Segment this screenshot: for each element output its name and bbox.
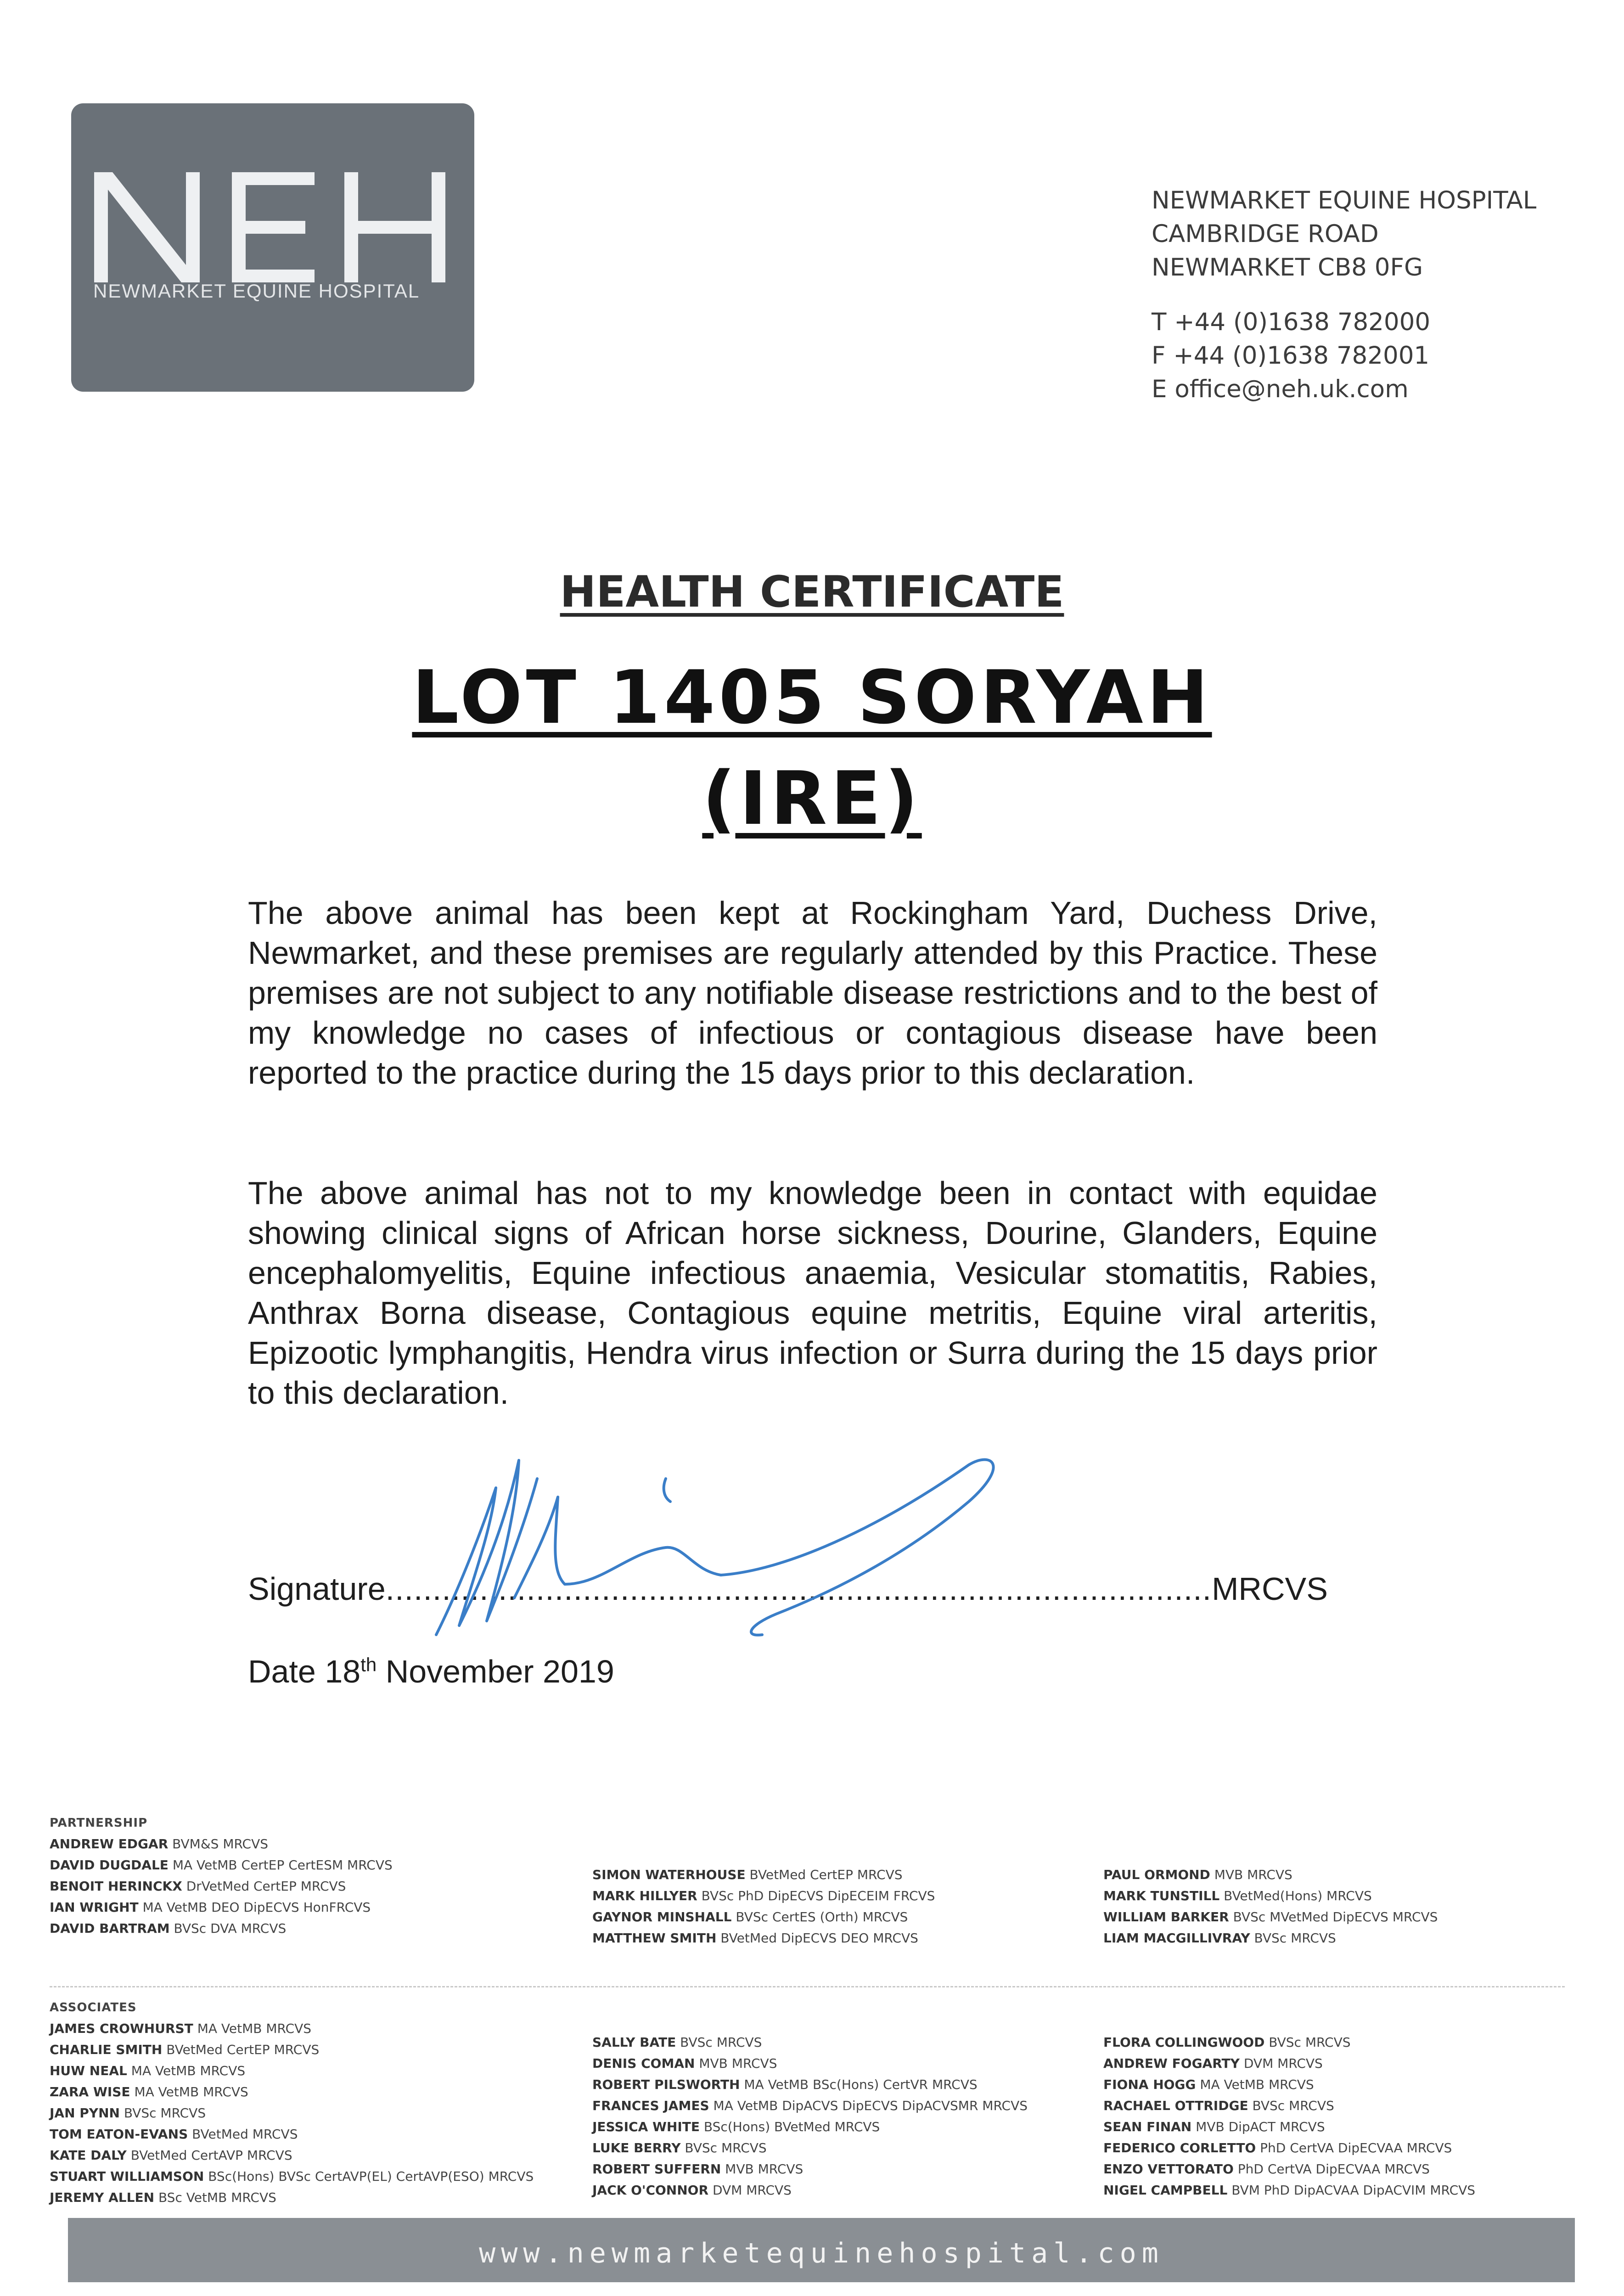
lot-heading-line1: LOT 1405 SORYAH [412, 654, 1212, 740]
associates-label: ASSOCIATES [50, 2001, 137, 2015]
staff-entry: PAUL ORMOND MVB MRCVS [1103, 1867, 1292, 1882]
certificate-title [0, 567, 1624, 617]
staff-entry: DENIS COMAN MVB MRCVS [592, 2056, 777, 2071]
staff-entry: SIMON WATERHOUSE BVetMed CertEP MRCVS [592, 1867, 903, 1882]
signature-suffix: MRCVS [1212, 1571, 1328, 1607]
date-suffix: th [360, 1654, 377, 1676]
footer-website[interactable]: www.newmarketequinehospital.com [479, 2237, 1164, 2269]
staff-entry: MARK TUNSTILL BVetMed(Hons) MRCVS [1103, 1888, 1372, 1903]
email: E office@neh.uk.com [1152, 375, 1409, 403]
staff-entry: FEDERICO CORLETTO PhD CertVA DipECVAA MRCVS [1103, 2140, 1452, 2155]
staff-entry: IAN WRIGHT MA VetMB DEO DipECVS HonFRCVS [50, 1900, 371, 1915]
staff-entry: TOM EATON-EVANS BVetMed MRCVS [50, 2127, 298, 2142]
staff-entry: BENOIT HERINCKX DrVetMed CertEP MRCVS [50, 1879, 346, 1894]
fax: F +44 (0)1638 782001 [1152, 342, 1430, 370]
staff-entry: JACK O'CONNOR DVM MRCVS [592, 2183, 792, 2198]
staff-entry: JAMES CROWHURST MA VetMB MRCVS [50, 2021, 312, 2036]
date-day: 18 [325, 1654, 361, 1689]
date-line [248, 1653, 614, 1690]
staff-entry: MARK HILLYER BVSc PhD DipECVS DipECEIM FRCVS [592, 1888, 935, 1903]
telephone: T +44 (0)1638 782000 [1152, 308, 1431, 336]
staff-entry: LUKE BERRY BVSc MRCVS [592, 2140, 767, 2155]
staff-divider [50, 1986, 1565, 1987]
staff-entry: WILLIAM BARKER BVSc MVetMed DipECVS MRCVS [1103, 1909, 1438, 1925]
address-line: NEWMARKET CB8 0FG [1152, 253, 1423, 281]
staff-entry: HUW NEAL MA VetMB MRCVS [50, 2063, 246, 2078]
staff-entry: ENZO VETTORATO PhD CertVA DipECVAA MRCVS [1103, 2161, 1430, 2177]
signature-dots: ........................................................................................ [385, 1571, 1212, 1607]
staff-entry: GAYNOR MINSHALL BVSc CertES (Orth) MRCVS [592, 1909, 908, 1925]
partners-column-1 [50, 1834, 393, 1939]
staff-entry: JESSICA WHITE BSc(Hons) BVetMed MRCVS [592, 2119, 880, 2134]
lot-heading-origin [0, 755, 1624, 841]
handwritten-signature [427, 1433, 1015, 1644]
lot-heading-line2: (IRE) [702, 755, 922, 841]
staff-entry: FIONA HOGG MA VetMB MRCVS [1103, 2077, 1314, 2092]
staff-entry: FLORA COLLINGWOOD BVSc MRCVS [1103, 2035, 1351, 2050]
staff-entry: LIAM MACGILLIVRAY BVSc MRCVS [1103, 1930, 1336, 1946]
staff-entry: NIGEL CAMPBELL BVM PhD DipACVAA DipACVIM MRCVS [1103, 2183, 1476, 2198]
staff-entry: DAVID BARTRAM BVSc DVA MRCVS [50, 1921, 287, 1936]
associates-column-2 [592, 2032, 1028, 2201]
staff-entry: ROBERT PILSWORTH MA VetMB BSc(Hons) CertVR MRCVS [592, 2077, 978, 2092]
staff-entry: STUART WILLIAMSON BSc(Hons) BVSc CertAVP(EL) CertAVP(ESO) MRCVS [50, 2169, 534, 2184]
staff-entry: ZARA WISE MA VetMB MRCVS [50, 2084, 248, 2099]
hospital-address [1152, 184, 1536, 284]
address-line: NEWMARKET EQUINE HOSPITAL [1152, 186, 1537, 214]
neh-logo [71, 103, 474, 392]
staff-entry: ANDREW FOGARTY DVM MRCVS [1103, 2056, 1323, 2071]
contact-declaration: The above animal has not to my knowledge been in contact with equidae showing clinical signs of African horse sickness, Dourine, Glanders, Equine encephalomyelitis, Equine infectious anaemia, Vesicular stomatitis, Rabies, Anthrax Borna disease, Contagious equine metritis, Equine viral arteritis, Epizootic lymphangitis, Hendra virus infection or Surra during the 15 days prior to this declaration. [248, 1175, 1377, 1411]
partners-column-3 [1103, 1864, 1438, 1949]
date-rest: November 2019 [385, 1654, 614, 1689]
staff-entry: SALLY BATE BVSc MRCVS [592, 2035, 762, 2050]
associates-column-3 [1103, 2032, 1475, 2201]
partnership-label: PARTNERSHIP [50, 1816, 148, 1830]
logo-subtitle: NEWMARKET EQUINE HOSPITAL [93, 280, 420, 302]
staff-entry: RACHAEL OTTRIDGE BVSc MRCVS [1103, 2098, 1334, 2113]
staff-entry: FRANCES JAMES MA VetMB DipACVS DipECVS DipACVSMR MRCVS [592, 2098, 1028, 2113]
staff-entry: KATE DALY BVetMed CertAVP MRCVS [50, 2148, 292, 2163]
staff-entry: ROBERT SUFFERN MVB MRCVS [592, 2161, 804, 2177]
address-line: CAMBRIDGE ROAD [1152, 220, 1379, 248]
staff-entry: JAN PYNN BVSc MRCVS [50, 2105, 206, 2121]
staff-entry: CHARLIE SMITH BVetMed CertEP MRCVS [50, 2042, 320, 2057]
lot-heading [0, 654, 1624, 740]
certificate-title-text: HEALTH CERTIFICATE [560, 567, 1064, 617]
signature-label: Signature [248, 1571, 386, 1607]
staff-entry: DAVID DUGDALE MA VetMB CertEP CertESM MRCVS [50, 1857, 393, 1873]
neh-logo-letters [94, 172, 461, 287]
hospital-contact [1152, 305, 1430, 406]
staff-entry: JEREMY ALLEN BSc VetMB MRCVS [50, 2190, 276, 2205]
footer-bar [68, 2218, 1575, 2282]
associates-column-1 [50, 2018, 534, 2208]
date-label: Date [248, 1654, 316, 1689]
staff-entry: ANDREW EDGAR BVM&S MRCVS [50, 1836, 269, 1851]
premises-declaration: The above animal has been kept at Rockingham Yard, Duchess Drive, Newmarket, and these premises are regularly attended by this Practice. These premises are not subject to any notifiable disease restrictions and to the best of my knowledge no cases of infectious or contagious disease have been reported to the practice during the 15 days prior to this declaration. [248, 895, 1377, 1091]
staff-entry: SEAN FINAN MVB DipACT MRCVS [1103, 2119, 1325, 2134]
partners-column-2 [592, 1864, 935, 1949]
staff-entry: MATTHEW SMITH BVetMed DipECVS DEO MRCVS [592, 1930, 918, 1946]
